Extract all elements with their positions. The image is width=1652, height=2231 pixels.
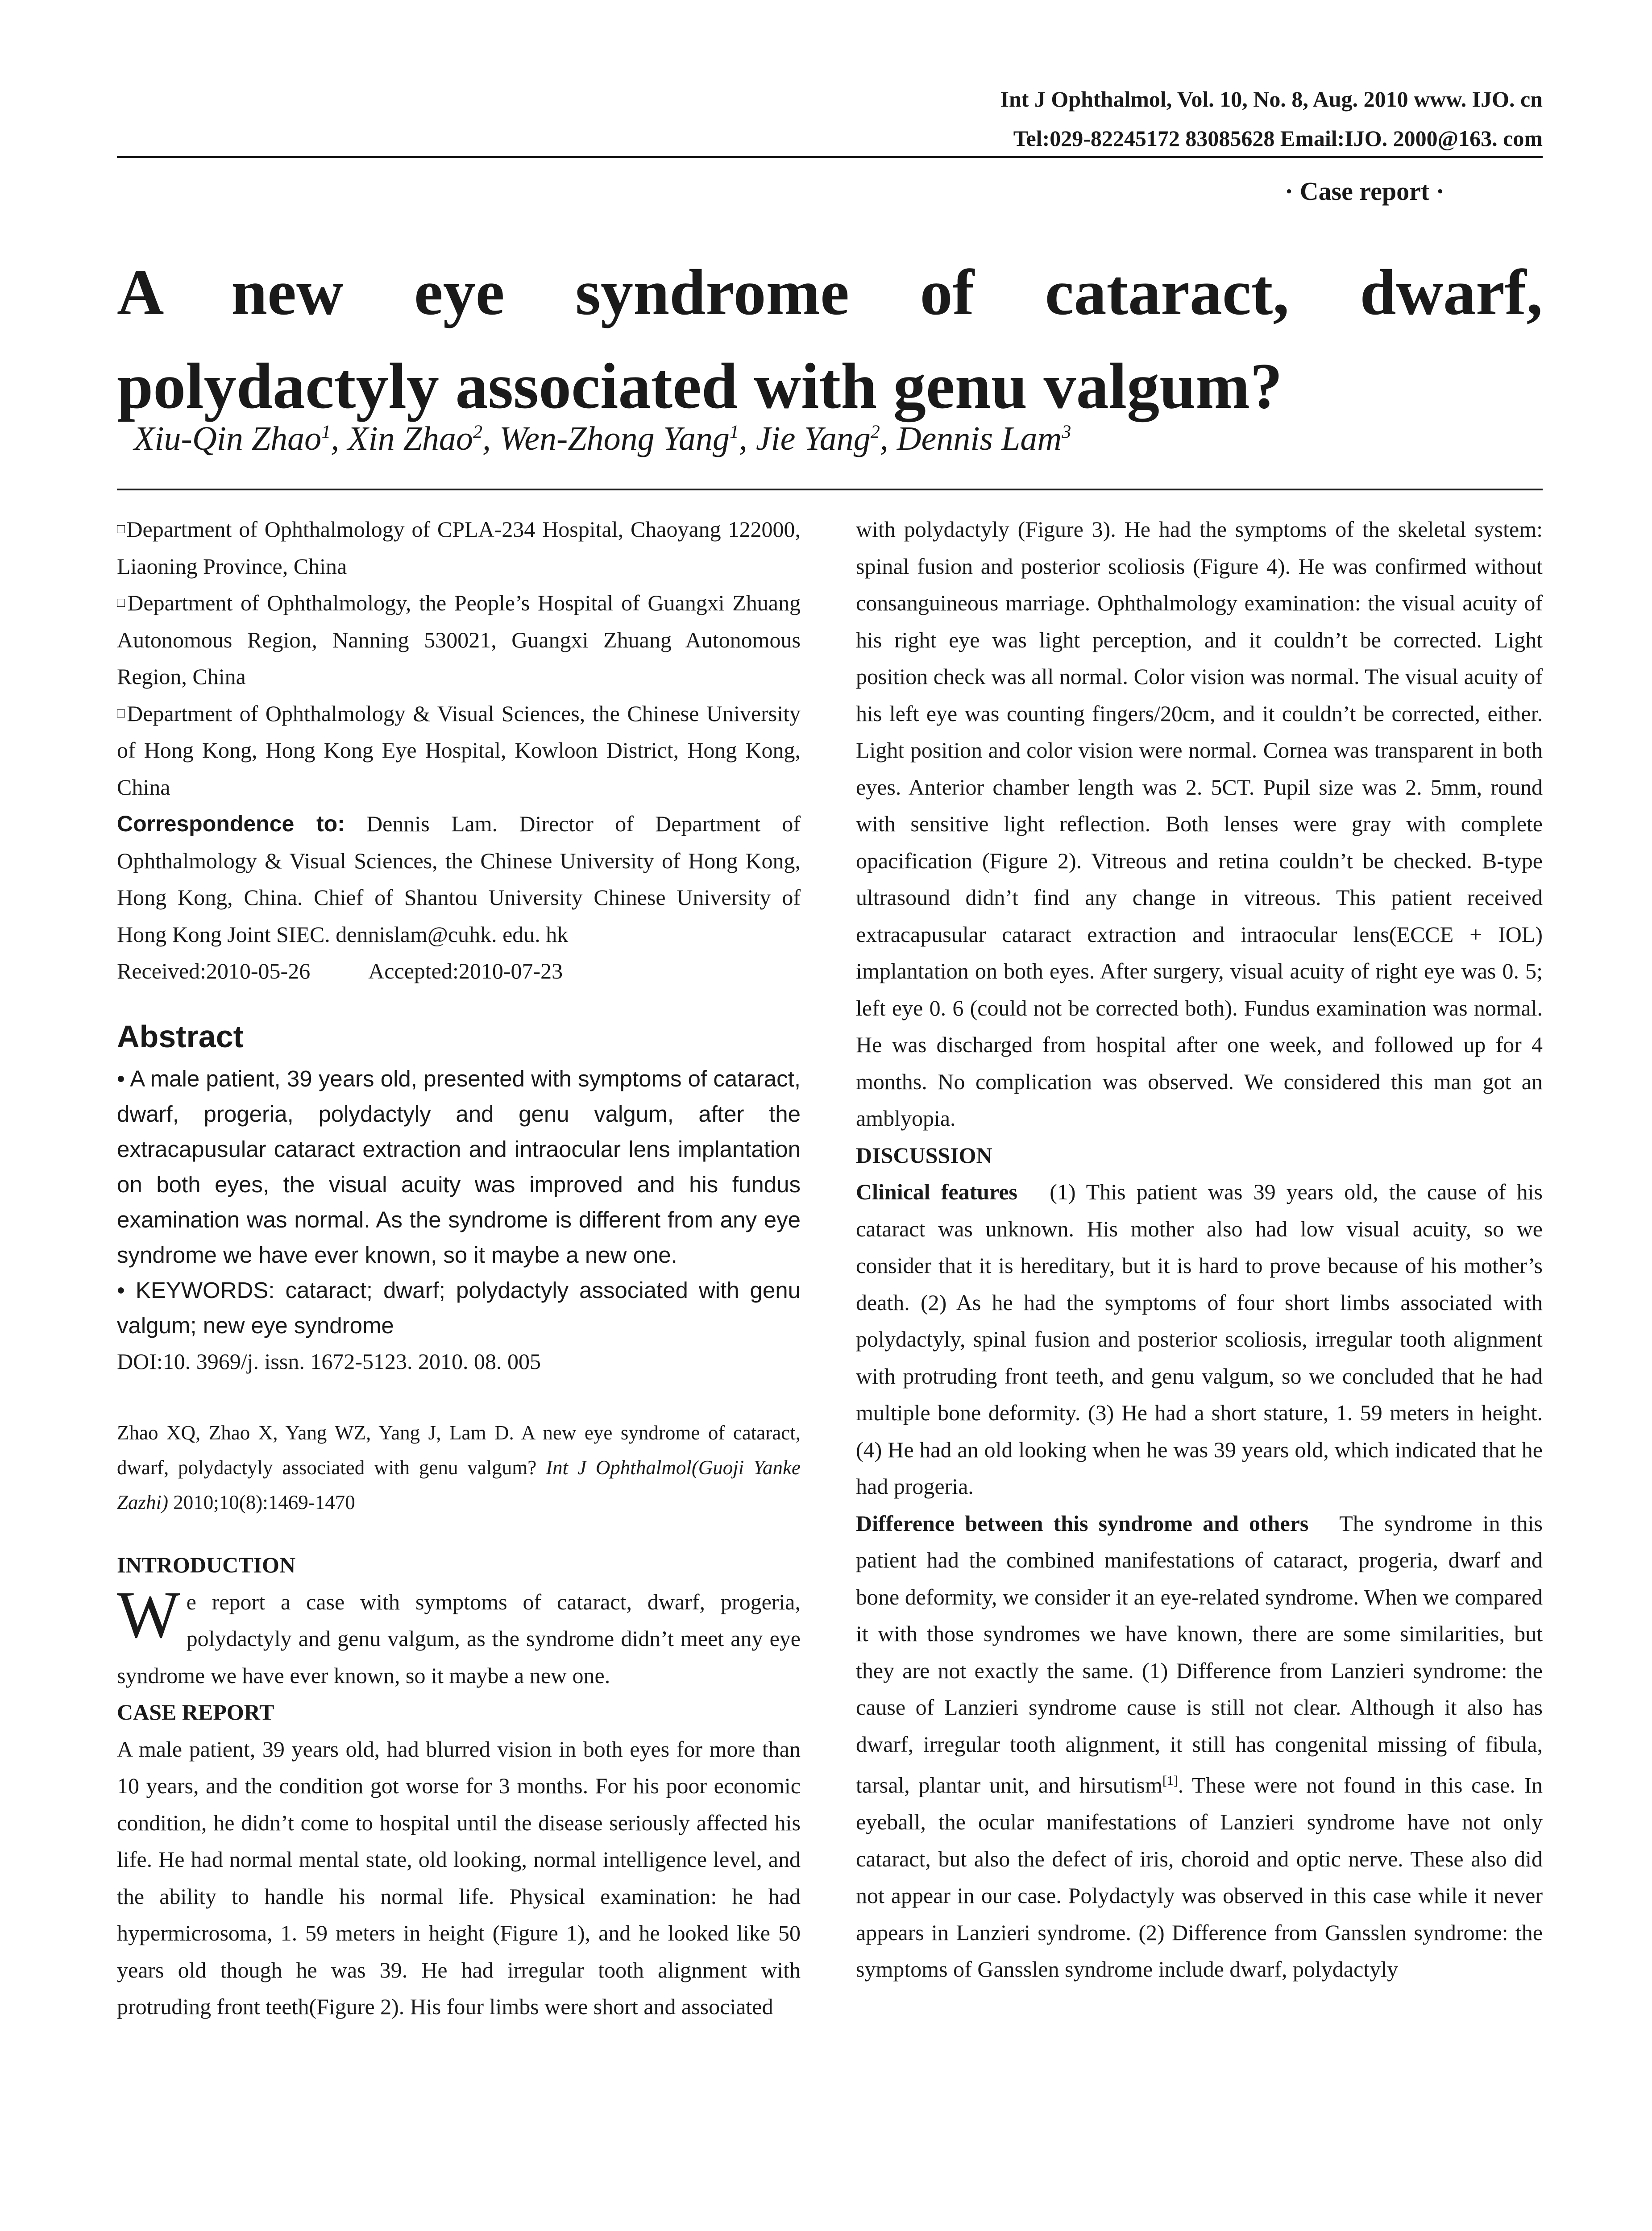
difference-paragraph: Difference between this syndrome and others The syndrome in this patient had the combined manifestations of cataract, progeria, dwarf and bone deformity, we consider it an eye-related syndrome. When we compared it with those syndromes we have known, there are some similarities, but they are not exactly the same. (1) Difference from Lanzieri syndrome: the cause of Lanzieri syndrome cause is still not clear. Although it also has dwarf, irregular tooth alignment, it still has congenital missing of fibula, tarsal, plantar unit, and hirsutism[1]. These were not found in this case. In eyeball, the ocular manifestations of Lanzieri syndrome have not only cataract, but also the defect of iris, choroid and optic nerve. These also did not appear in our case. Polydactyly was observed in this case while it never appears in Lanzieri syndrome. (2) Difference from Gansslen syndrome: the symptoms of Gansslen syndrome include dwarf, polydactyly <box>856 1510 1543 1982</box>
abstract-keywords: • KEYWORDS: cataract; dwarf; polydactyly associated with genu valgum; new eye syndrome <box>117 1277 801 1338</box>
abstract-heading: Abstract <box>117 1019 244 1054</box>
case-report-heading: CASE REPORT <box>117 1700 274 1725</box>
received-date: Received:2010-05-26 <box>117 958 311 983</box>
author-name: Jie Yang <box>755 420 871 457</box>
header-rule <box>117 156 1543 158</box>
drop-cap: W <box>117 1577 180 1652</box>
reference-mark: [1] <box>1162 1773 1178 1788</box>
citation-journal: Int J Ophthalmol(Guoji Yanke Zazhi) <box>117 1456 801 1514</box>
author-name: Xiu-Qin Zhao <box>134 420 322 457</box>
correspondence: Correspondence to: Dennis Lam. Director of Department of Ophthalmology & Visual Sciences, the Chinese University of Hong Kong, Hong Kong, China. Chief of Shantou University Chinese University of Hong Kong Joint SIEC. dennislam@cuhk. edu. hk <box>117 811 801 947</box>
affiliation-3: □Department of Ophthalmology & Visual Sciences, the Chinese University of Hong Kong, Hong Kong Eye Hospital, Kowloon District, Hong Kong, China <box>117 701 801 800</box>
discussion-heading: DISCUSSION <box>856 1142 992 1168</box>
journal-header: Int J Ophthalmol, Vol. 10, No. 8, Aug. 2010 www. IJO. cn <box>1000 87 1543 112</box>
accepted-date: Accepted:2010-07-23 <box>368 958 563 983</box>
article-dates <box>117 953 801 990</box>
right-column <box>856 511 1543 1988</box>
affiliation-mark: □ <box>117 595 128 610</box>
abstract-body: • A male patient, 39 years old, presented with symptoms of cataract, dwarf, progeria, polydactyly and genu valgum, after the extracapusular cataract extraction and intraocular lens implantation on both eyes, the visual acuity was improved and his fundus examination was normal. As the syndrome is different from any eye syndrome we have ever known, so it maybe a new one. <box>117 1066 801 1268</box>
affiliation-1: □Department of Ophthalmology of CPLA-234 Hospital, Chaoyang 122000, Liaoning Province, China <box>117 517 801 579</box>
difference-label: Difference between this syndrome and others <box>856 1510 1309 1536</box>
article-title: A new eye syndrome of cataract, dwarf, polydactyly associated with genu valgum? <box>117 256 1543 422</box>
affiliation-mark: □ <box>117 705 127 721</box>
introduction-text: We report a case with symptoms of cataract, dwarf, progeria, polydactyly and genu valgum, as the syndrome didn’t meet any eye syndrome we have ever known, so it maybe a new one. <box>117 1577 801 1688</box>
correspondence-label: Correspondence to: <box>117 811 345 836</box>
case-report-text: A male patient, 39 years old, had blurred vision in both eyes for more than 10 years, and the condition got worse for 3 months. For his poor economic condition, he didn’t come to hospital until the disease seriously affected his life. He had normal mental state, old looking, normal intelligence level, and the ability to handle his normal life. Physical examination: he had hypermicrosoma, 1. 59 meters in height (Figure 1), and he looked like 50 years old though he was 39. He had irregular tooth alignment with protruding front teeth(Figure 2). His four limbs were short and associated <box>117 1736 801 2019</box>
author-name: Dennis Lam <box>897 420 1062 457</box>
author-list: Xiu-Qin Zhao$^1$, Xin Zhao$^2$, Wen-Zhong Yang$^1$, Jie Yang$^2$, Dennis Lam$^3$ <box>134 420 1071 457</box>
clinical-features-paragraph: Clinical features (1) This patient was 39 years old, the cause of his cataract was unknown. His mother also had low visual acuity, so we consider that it is hereditary, but it is hard to prove because of his mother’s death. (2) As he had the symptoms of four short limbs associated with polydactyly, spinal fusion and posterior scoliosis, irregular tooth alignment with protruding front teeth, and genu valgum, so we concluded that he had multiple bone deformity. (3) He had a short stature, 1. 59 meters in height. (4) He had an old looking when he was 39 years old, which indicated that he had progeria. <box>856 1179 1543 1499</box>
introduction-heading: INTRODUCTION <box>117 1552 296 1577</box>
author-affiliation-mark: 1 <box>321 422 331 443</box>
affiliation-2: □Department of Ophthalmology, the People’s Hospital of Guangxi Zhuang Autonomous Region, Nanning 530021, Guangxi Zhuang Autonomous Region, China <box>117 590 801 689</box>
author-name: Xin Zhao <box>348 420 473 457</box>
left-column <box>117 511 801 2025</box>
clinical-features-label: Clinical features <box>856 1179 1017 1204</box>
author-affiliation-mark: 2 <box>473 422 482 443</box>
doi: DOI:10. 3969/j. issn. 1672-5123. 2010. 08. 005 <box>117 1348 541 1374</box>
section-tag: · Case report · <box>1284 177 1444 206</box>
contact-header: Tel:029-82245172 83085628 Email:IJO. 2000@163. com <box>1013 126 1543 151</box>
title-rule <box>117 489 1543 490</box>
author-affiliation-mark: 2 <box>870 422 880 443</box>
author-affiliation-mark: 3 <box>1062 422 1071 443</box>
author-name: Wen-Zhong Yang <box>499 420 730 457</box>
case-report-text-continued: with polydactyly (Figure 3). He had the symptoms of the skeletal system: spinal fusion and posterior scoliosis (Figure 4). He was confirmed without consanguineous marriage. Ophthalmology examination: the visual acuity of his right eye was light perception, and it couldn’t be corrected. Light position check was all normal. Color vision was normal. The visual acuity of his left eye was counting fingers/20cm, and it couldn’t be corrected, either. Light position and color vision were normal. Cornea was transparent in both eyes. Anterior chamber length was 2. 5CT. Pupil size was 2. 5mm, round with sensitive light reflection. Both lenses were gray with complete opacification (Figure 2). Vitreous and retina couldn’t be checked. B-type ultrasound didn’t find any change in vitreous. This patient received extracapusular cataract extraction and intraocular lens(ECCE + IOL) implantation on both eyes. After surgery, visual acuity of right eye was 0. 5; left eye 0. 6 (could not be corrected both). Fundus examination was normal. He was discharged from hospital after one week, and followed up for 4 months. No complication was observed. We considered this man got an amblyopia. <box>856 517 1543 1131</box>
citation: Zhao XQ, Zhao X, Yang WZ, Yang J, Lam D. A new eye syndrome of cataract, dwarf, polydactyly associated with genu valgum? Int J Ophthalmol(Guoji Yanke Zazhi) 2010;10(8):1469-1470 <box>117 1422 801 1514</box>
author-affiliation-mark: 1 <box>729 422 739 443</box>
affiliation-mark: □ <box>117 522 127 536</box>
